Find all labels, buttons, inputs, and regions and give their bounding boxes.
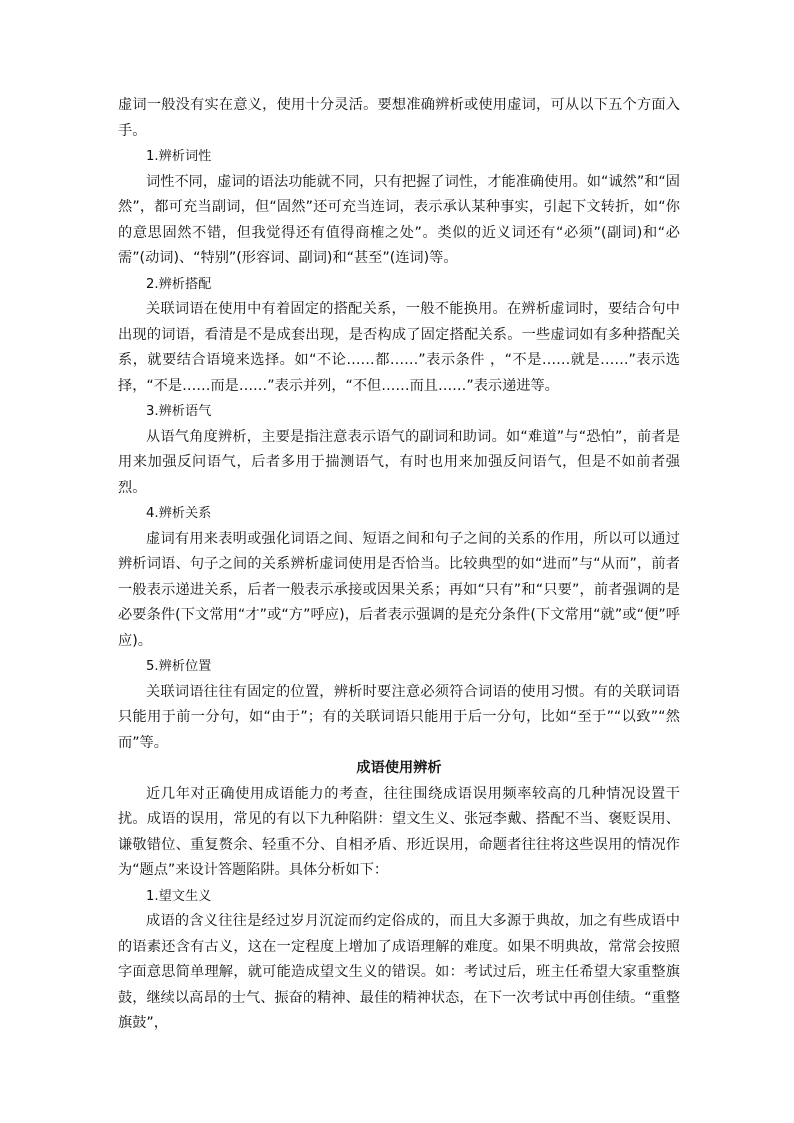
document-body bbox=[118, 93, 680, 1037]
section-paragraph: 词性不同，虚词的语法功能就不同，只有把握了词性，才能准确使用。如“诚然”和“固然”，都可充当副词，但“固然”还可充当连词，表示承认某种事实，引起下文转折，如“你的意思固然不错，但我觉得还有值得商榷之处”。类似的近义词还有“必须”(副词)和“必需”(动词)、“特别”(形容词、副词)和“甚至”(连词)等。 bbox=[118, 173, 680, 266]
section-paragraph: 虚词有用来表明或强化词语之间、短语之间和句子之间的关系的作用，所以可以通过辨析词语、句子之间的关系辨析虚词使用是否恰当。比较典型的如“进而”与“从而”，前者一般表示递进关系，后者一般表示承接或因果关系；再如“只有”和“只要”，前者强调的是必要条件(下文常用“才”或“方”呼应)，后者表示强调的是充分条件(下文常用“就”或“便”呼应)。 bbox=[118, 530, 680, 649]
subsection-paragraph: 成语的含义往往是经过岁月沉淀而约定俗成的，而且大多源于典故，加之有些成语中的语素还含有古义，这在一定程度上增加了成语理解的难度。如果不明典故，常常会按照字面意思简单理解，就可能造成望文生义的错误。如：考试过后，班主任希望大家重整旗鼓，继续以高昂的士气、振奋的精神、最佳的精神状态，在下一次考试中再创佳绩。“重整旗鼓”， bbox=[118, 913, 680, 1031]
section-paragraph: 从语气角度辨析，主要是指注意表示语气的副词和助词。如“难道”与“恐怕”，前者是用来加强反问语气，后者多用于揣测语气，有时也用来加强反问语气，但是不如前者强烈。 bbox=[118, 428, 680, 496]
part-intro-paragraph: 近几年对正确使用成语能力的考查，往往围绕成语误用频率较高的几种情况设置干扰。成语的误用，常见的有以下九种陷阱：望文生义、张冠李戴、搭配不当、褒贬误用、谦敬错位、重复赘余、轻重不分、自相矛盾、形近误用，命题者往往将这些误用的情况作为“题点”来设计答题陷阱。具体分析如下： bbox=[118, 785, 680, 878]
section-heading: 2.辨析搭配 bbox=[146, 276, 212, 292]
section-heading: 5.辨析位置 bbox=[146, 659, 212, 674]
section-heading: 3.辨析语气 bbox=[146, 404, 212, 419]
intro-paragraph: 虚词一般没有实在意义，使用十分灵活。要想准确辨析或使用虚词，可从以下五个方面入手。 bbox=[118, 97, 680, 139]
section-paragraph: 关联词语往往有固定的位置，辨析时要注意必须符合词语的使用习惯。有的关联词语只能用于前一分句，如“由于”；有的关联词语只能用于后一分句，比如“至于”“以致”“然而”等。 bbox=[118, 683, 680, 751]
section-paragraph: 关联词语在使用中有着固定的搭配关系，一般不能换用。在辨析虚词时，要结合句中出现的词语，看清是不是成套出现，是否构成了固定搭配关系。一些虚词如有多种搭配关系，就要结合语境来选择。如“不论……都……”表示条件 ，“不是……就是……”表示选择，“不是……而是……”表示并列，“不但……而且……”表示递进等。 bbox=[118, 301, 680, 394]
section-heading: 4.辨析关系 bbox=[146, 506, 212, 521]
subsection-heading: 1.望文生义 bbox=[146, 888, 212, 904]
section-heading: 1.辨析词性 bbox=[146, 149, 212, 164]
part-title: 成语使用辨析 bbox=[356, 760, 442, 776]
